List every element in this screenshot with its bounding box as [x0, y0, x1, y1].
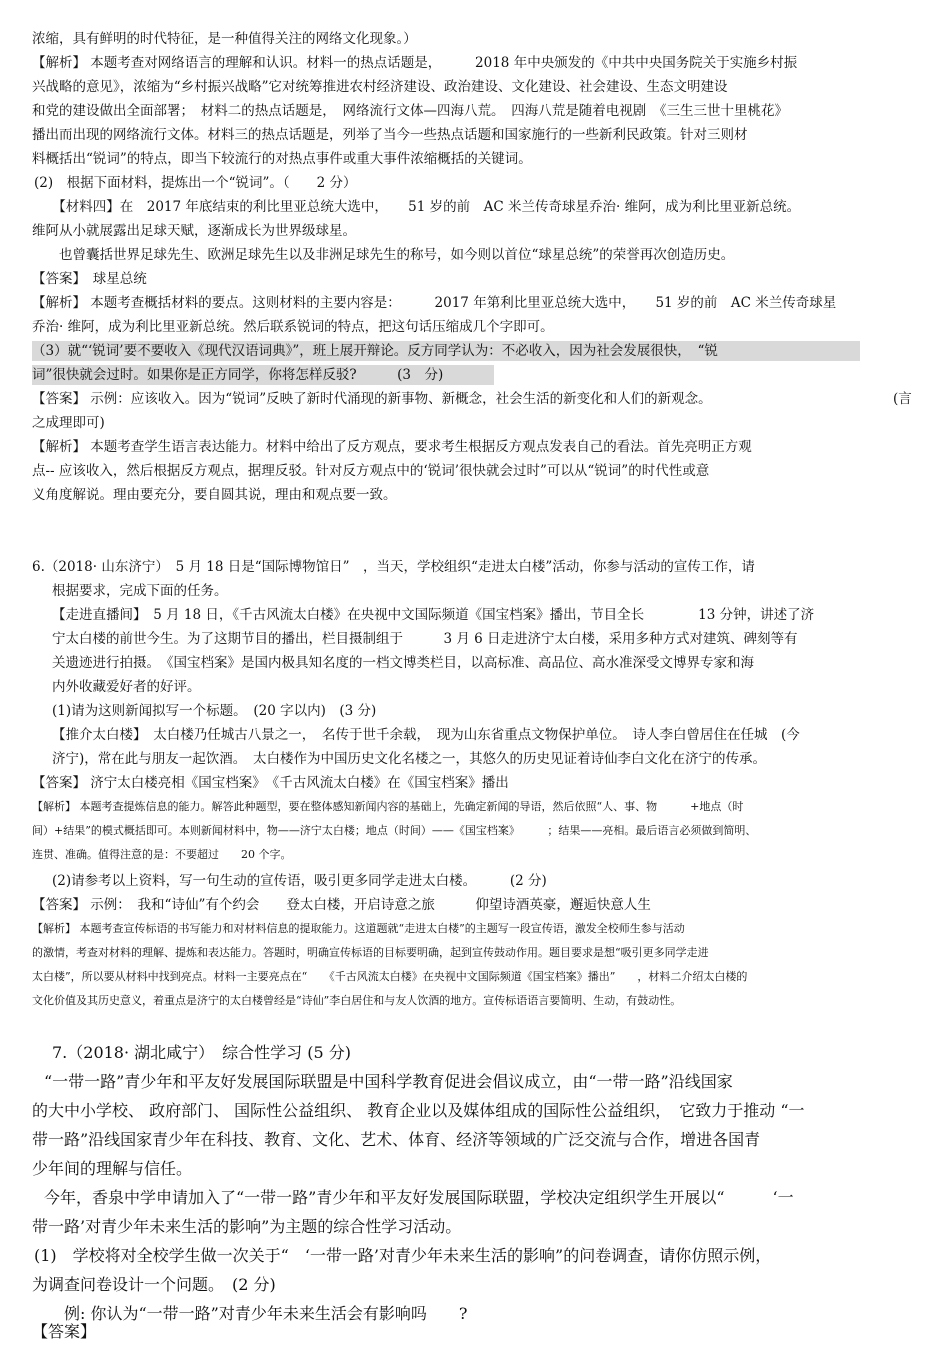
text-line: 带一路’对青少年未来生活的影响”为主题的综合性学习活动。	[32, 1217, 462, 1236]
text-line: 浓缩，具有鲜明的时代特征，是一种值得关注的网络文化现象。）	[32, 31, 417, 47]
question-heading: 7.（2018· 湖北咸宁） 综合性学习 (5 分)	[52, 1043, 351, 1062]
question-heading: 6.（2018· 山东济宁） 5 月 18 日是“国际博物馆日” ，当天，学校组织“走进太白楼”活动，你参与活动的宣传工作，请	[32, 559, 755, 575]
text-line: 带一路”沿线国家青少年在科技、教育、文化、艺术、体育、经济等领域的广泛交流与合作，增进各国青	[32, 1130, 761, 1149]
example-line: 例: 你认为“一带一路”对青少年未来生活会有影响吗 ?	[64, 1304, 468, 1323]
text-line: 今年，香泉中学申请加入了“一带一路”青少年和平友好发展国际联盟，学校决定组织学生开展以“ ‘一	[44, 1188, 794, 1207]
text-line: “一带一路”青少年和平友好发展国际联盟是中国科学教育促进会倡议成立，由“一带一路”沿线国家	[44, 1072, 733, 1091]
text-line: 点-- 应该收入，然后根据反方观点，据理反驳。针对反方观点中的‘锐词’很快就会过时”可以从“锐词”的时代性或意	[32, 463, 710, 479]
text-line: 文化价值及其历史意义，着重点是济宁的太白楼曾经是“诗仙”李白居住和与友人饮酒的地方。宣传标语语言要简明、生动，有鼓动性。	[32, 994, 682, 1007]
analysis-line: 【解析】 本题考查对网络语言的理解和认识。材料一的热点话题是， 2018 年中央颁发的《中共中央国务院关于实施乡村振	[32, 55, 798, 71]
text-line: 连贯、准确。值得注意的是：不要超过 20 个字。	[32, 848, 292, 861]
text-line: 少年间的理解与信任。	[32, 1159, 193, 1178]
answer-line: 【答案】 球星总统	[32, 271, 147, 287]
text-line: 乔治· 维阿，成为利比里亚新总统。然后联系锐词的特点，把这句话压缩成几个字即可。	[32, 319, 554, 335]
text-line: 和党的建设做出全面部署； 材料二的热点话题是， 网络流行文体—四海八荒。 四海八荒是随着电视剧 《三生三世十里桃花》	[32, 103, 788, 119]
text-line: 太白楼”，所以要从材料中找到亮点。材料一主要亮点在“ 《千古风流太白楼》在央视中文国际频道《国宝档案》播出” ，材料二介绍太白楼的	[32, 970, 748, 983]
answer-line: 【答案】 示例： 我和“诗仙”有个约会 登太白楼，开启诗意之旅 仰望诗酒英豪，邂逅快意人生	[32, 897, 651, 913]
analysis-line: 【解析】 本题考查宣传标语的书写能力和对材料信息的提取能力。这道题就“走进太白楼”的主题写一段宣传语，激发全校师生参与活动	[32, 922, 685, 935]
analysis-line: 【解析】 本题考查学生语言表达能力。材料中给出了反方观点，要求考生根据反方观点发表自己的看法。首先亮明正方观	[32, 439, 752, 455]
answer-line: 【答案】 示例：应该收入。因为“锐词”反映了新时代涌现的新事物、新概念，社会生活的新变化和人们的新观念。	[32, 391, 712, 407]
text-line: 为调查问卷设计一个问题。 (2 分)	[32, 1275, 276, 1294]
text-line: 料概括出“锐词”的特点，即当下较流行的对热点事件或重大事件浓缩概括的关键词。	[32, 151, 532, 167]
question-line: (1) 学校将对全校学生做一次关于“ ‘一带一路’对青少年未来生活的影响”的问卷调查，请你仿照示例，	[34, 1246, 772, 1265]
answer-line: 【答案】	[32, 1322, 97, 1341]
answer-line: 【答案】 济宁太白楼亮相《国宝档案》 《千古风流太白楼》在《国宝档案》播出	[32, 775, 509, 791]
text-line: 之成理即可)	[32, 415, 105, 431]
material-line: 【走进直播间】 5 月 18 日，《千古风流太白楼》在央视中文国际频道《国宝档案》播出，节目全长 13 分钟，讲述了济	[52, 607, 815, 623]
text-line: 关遗迹进行拍摄。 《国宝档案》是国内极具知名度的一档文博类栏目，以高标准、高品位、高水准深受文博界专家和海	[52, 655, 754, 671]
highlighted-question-line: 词”很快就会过时。如果你是正方同学，你将怎样反驳? (3 分)	[32, 365, 494, 385]
question-line: (2)请参考以上资料，写一句生动的宣传语，吸引更多同学走进太白楼。 (2 分)	[52, 873, 547, 889]
text-line: 宁太白楼的前世今生。为了这期节目的播出，栏目摄制组于 3 月 6 日走进济宁太白楼，采用多种方式对建筑、碑刻等有	[52, 631, 798, 647]
text-line: 的激情，考查对材料的理解、提炼和表达能力。答题时，明确宣传标语的目标要明确，起到宣传鼓动作用。题目要求是想“吸引更多同学走进	[32, 946, 709, 959]
text-line: 间）+结果”的模式概括即可。本则新闻材料中，物——济宁太白楼；地点（时间）——《国宝档案》 ；结果——亮相。最后语言必须做到简明、	[32, 824, 757, 837]
text-line: 济宁)，常在此与朋友一起饮酒。 太白楼作为中国历史文化名楼之一，其悠久的历史见证着诗仙李白文化在济宁的传承。	[52, 751, 767, 767]
material-line: 【材料四】在 2017 年底结束的利比里亚总统大选中， 51 岁的前 AC 米兰传奇球星乔治· 维阿，成为利比里亚新总统。	[32, 199, 801, 215]
material-line: 【推介太白楼】 太白楼乃任城古八景之一， 名传于世千余载， 现为山东省重点文物保护单位。 诗人李白曾居住在任城 (今	[52, 727, 800, 743]
analysis-line: 【解析】 本题考查提炼信息的能力。解答此种题型，要在整体感知新闻内容的基础上，先确定新闻的导语，然后依照“人、事、物 +地点（时	[32, 800, 744, 813]
text-line: 的大中小学校、 政府部门、 国际性公益组织、 教育企业以及媒体组成的国际性公益组织， 它致力于推动 “一	[32, 1101, 805, 1120]
text-line: 内外收藏爱好者的好评。	[52, 679, 201, 695]
analysis-line: 【解析】 本题考查概括材料的要点。这则材料的主要内容是： 2017 年第利比里亚总统大选中， 51 岁的前 AC 米兰传奇球星	[32, 295, 837, 311]
text-line: (言	[893, 391, 912, 407]
question-line: (2) 根据下面材料，提炼出一个“锐词”。（ 2 分）	[34, 175, 357, 191]
text-line: 兴战略的意见》，浓缩为“乡村振兴战略”它对统筹推进农村经济建设、政治建设、文化建设、社会建设、生态文明建设	[32, 79, 728, 95]
text-line: 也曾囊括世界足球先生、欧洲足球先生以及非洲足球先生的称号，如今则以首位“球星总统”的荣誉再次创造历史。	[32, 247, 735, 263]
question-line: (1)请为这则新闻拟写一个标题。 (20 字以内) (3 分)	[52, 703, 377, 719]
highlighted-question-line: （3）就“‘锐词’要不要收入《现代汉语词典》”，班上展开辩论。反方同学认为：不必收入，因为社会发展很快， “锐	[32, 341, 860, 361]
text-line: 播出而出现的网络流行文体。材料三的热点话题是，列举了当今一些热点话题和国家施行的一些新利民政策。针对三则材	[32, 127, 748, 143]
text-line: 根据要求，完成下面的任务。	[52, 583, 228, 599]
text-line: 维阿从小就展露出足球天赋，逐渐成长为世界级球星。	[32, 223, 356, 239]
text-line: 义角度解说。理由要充分，要自圆其说，理由和观点要一致。	[32, 487, 397, 503]
